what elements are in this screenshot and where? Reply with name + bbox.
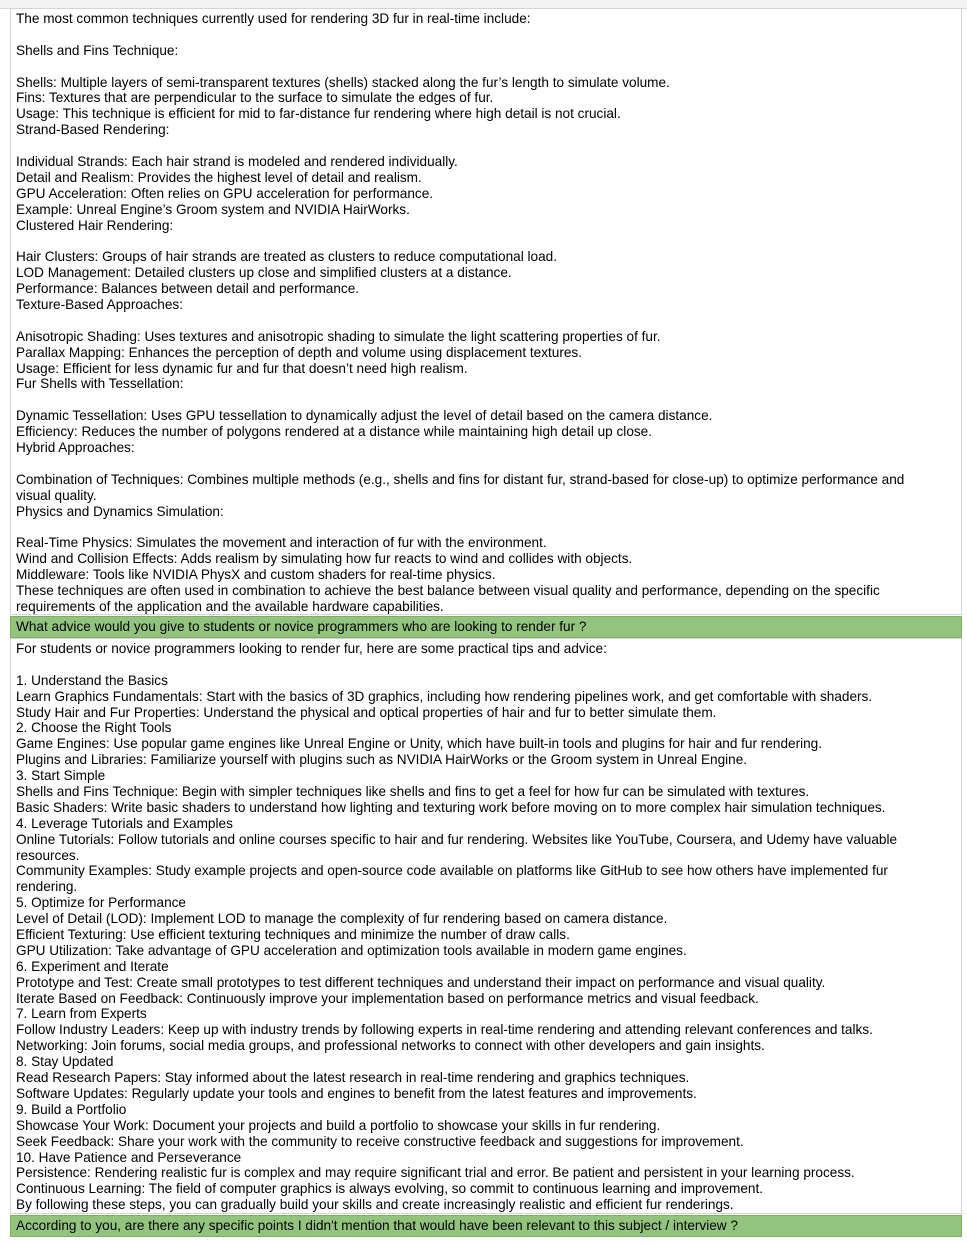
text-line: 8. Stay Updated [16,1054,114,1070]
text-line: Hybrid Approaches: [16,440,135,456]
question-cell-novice-advice[interactable] [10,616,962,638]
text-line: These techniques are often used in combination to achieve the best balance between visual quality and performance, depending on the specific [16,583,880,599]
text-line: rendering. [16,879,78,895]
text-line: Example: Unreal Engine’s Groom system and NVIDIA HairWorks. [16,201,410,217]
text-line: Game Engines: Use popular game engines like Unreal Engine or Unity, which have built-in tools and plugins for hair and fur rendering. [16,736,823,752]
text-line: Study Hair and Fur Properties: Understand the physical and optical properties of hair and fur to better simulate them. [16,704,717,720]
text-line: Anisotropic Shading: Uses textures and anisotropic shading to simulate the light scattering properties of fur. [16,328,661,344]
text-line: Combination of Techniques: Combines multiple methods (e.g., shells and fins for distant fur, strand-based for close-up) to optimize performance and [16,471,905,487]
text-line: Follow Industry Leaders: Keep up with industry trends by following experts in real-time rendering and attending relevant conferences and talks. [16,1022,873,1038]
text-line: 7. Learn from Experts [16,1006,147,1022]
text-line: Strand-Based Rendering: [16,122,170,138]
text-line: Persistence: Rendering realistic fur is complex and may require significant trial and error. Be patient and persistent in your learning process. [16,1165,855,1181]
text-line: Dynamic Tessellation: Uses GPU tessellation to dynamically adjust the level of detail based on the camera distance. [16,408,713,424]
text-line: 2. Choose the Right Tools [16,720,172,736]
text-line: Shells: Multiple layers of semi-transparent textures (shells) stacked along the fur’s length to simulate volume. [16,74,670,90]
text-line: Continuous Learning: The field of computer graphics is always evolving, so commit to continuous learning and improvement. [16,1181,764,1197]
text-line: Real-Time Physics: Simulates the movement and interaction of fur with the environment. [16,535,547,551]
text-line: The most common techniques currently used for rendering 3D fur in real-time include: [16,11,531,26]
text-line: Usage: This technique is efficient for mid to far-distance fur rendering where high detail is not crucial. [16,106,621,122]
text-line [16,313,956,329]
text-line: Usage: Efficient for less dynamic fur and fur that doesn’t need high realism. [16,360,468,376]
question-text: What advice would you give to students or novice programmers who are looking to render fur ? [16,619,587,634]
text-line: By following these steps, you can gradually build your skills and create increasingly realistic and efficient fur renderings. [16,1197,734,1213]
text-line: Level of Detail (LOD): Implement LOD to manage the complexity of fur rendering based on camera distance. [16,911,668,927]
text-line: Networking: Join forums, social media groups, and professional networks to connect with other developers and gain insights. [16,1038,765,1054]
text-line [16,138,956,154]
text-line: Parallax Mapping: Enhances the perception of depth and volume using displacement textures. [16,344,582,360]
text-line: Basic Shaders: Write basic shaders to understand how lighting and texturing work before moving on to more complex hair simulation techniques. [16,799,886,815]
text-line: Prototype and Test: Create small prototypes to test different techniques and understand their impact on performance and visual quality. [16,974,826,990]
text-line: Read Research Papers: Stay informed about the latest research in real-time rendering and graphics techniques. [16,1070,690,1086]
text-line: Community Examples: Study example projects and open-source code available on platforms like GitHub to see how others have implemented fur [16,863,888,879]
text-line: For students or novice programmers looking to render fur, here are some practical tips and advice: [16,641,607,656]
text-line [16,27,956,43]
text-line: 10. Have Patience and Perseverance [16,1149,242,1165]
text-line: Individual Strands: Each hair strand is modeled and rendered individually. [16,154,458,170]
text-line [16,59,956,75]
text-line: requirements of the application and the available hardware capabilities. [16,598,444,614]
text-line: Shells and Fins Technique: [16,42,179,58]
text-line: Plugins and Libraries: Familiarize yourself with plugins such as NVIDIA HairWorks or the Groom system in Unreal Engine. [16,752,748,768]
text-line [16,520,956,536]
text-line: Learn Graphics Fundamentals: Start with the basics of 3D graphics, including how rendering pipelines work, and get comfortable with shaders. [16,688,873,704]
text-line: Fins: Textures that are perpendicular to the surface to simulate the edges of fur. [16,90,494,106]
text-line: Wind and Collision Effects: Adds realism by simulating how fur reacts to wind and collides with objects. [16,551,633,567]
answer-cell-novice-advice[interactable] [10,638,962,1214]
text-line: Texture-Based Approaches: [16,297,184,313]
text-line: Showcase Your Work: Document your projects and build a portfolio to showcase your skills in fur rendering. [16,1117,661,1133]
text-line: 3. Start Simple [16,768,106,784]
question-cell-missing-points[interactable] [10,1215,962,1237]
text-line: 6. Experiment and Iterate [16,958,169,974]
text-line: Performance: Balances between detail and performance. [16,281,360,297]
text-line: 4. Leverage Tutorials and Examples [16,815,233,831]
text-line: Online Tutorials: Follow tutorials and online courses specific to hair and fur rendering. Websites like YouTube, Coursera, and Udemy have valuable [16,831,898,847]
text-line: Clustered Hair Rendering: [16,217,174,233]
text-line [16,657,956,673]
text-line: LOD Management: Detailed clusters up close and simplified clusters at a distance. [16,265,512,281]
text-line: Detail and Realism: Provides the highest level of detail and realism. [16,169,422,185]
text-line: Software Updates: Regularly update your tools and engines to benefit from the latest features and improvements. [16,1085,697,1101]
text-line: GPU Acceleration: Often relies on GPU acceleration for performance. [16,185,434,201]
text-line: Physics and Dynamics Simulation: [16,503,224,519]
text-line: GPU Utilization: Take advantage of GPU acceleration and optimization tools available in modern game engines. [16,942,687,958]
text-line: Seek Feedback: Share your work with the community to receive constructive feedback and suggestions for improvement. [16,1133,744,1149]
text-line: Shells and Fins Technique: Begin with simpler techniques like shells and fins to get a feel for how fur can be simulated with textures. [16,784,810,800]
answer-cell-fur-techniques[interactable] [10,8,962,615]
text-line: Iterate Based on Feedback: Continuously improve your implementation based on performance metrics and visual feedback. [16,990,759,1006]
text-line: resources. [16,847,80,863]
text-line: Middleware: Tools like NVIDIA PhysX and custom shaders for real-time physics. [16,567,496,583]
text-line: Fur Shells with Tessellation: [16,376,184,392]
text-line: 9. Build a Portfolio [16,1101,127,1117]
question-text: According to you, are there any specific points I didn't mention that would have been relevant to this subject / interview ? [16,1218,738,1233]
text-line: 5. Optimize for Performance [16,895,186,911]
text-line: 1. Understand the Basics [16,672,168,688]
text-line [16,456,956,472]
text-line: visual quality. [16,487,97,503]
text-line [16,392,956,408]
text-line: Efficient Texturing: Use efficient texturing techniques and minimize the number of draw calls. [16,927,570,943]
text-line: Efficiency: Reduces the number of polygons rendered at a distance while maintaining high detail up close. [16,424,653,440]
text-line: Hair Clusters: Groups of hair strands are treated as clusters to reduce computational load. [16,249,557,265]
text-line [16,233,956,249]
